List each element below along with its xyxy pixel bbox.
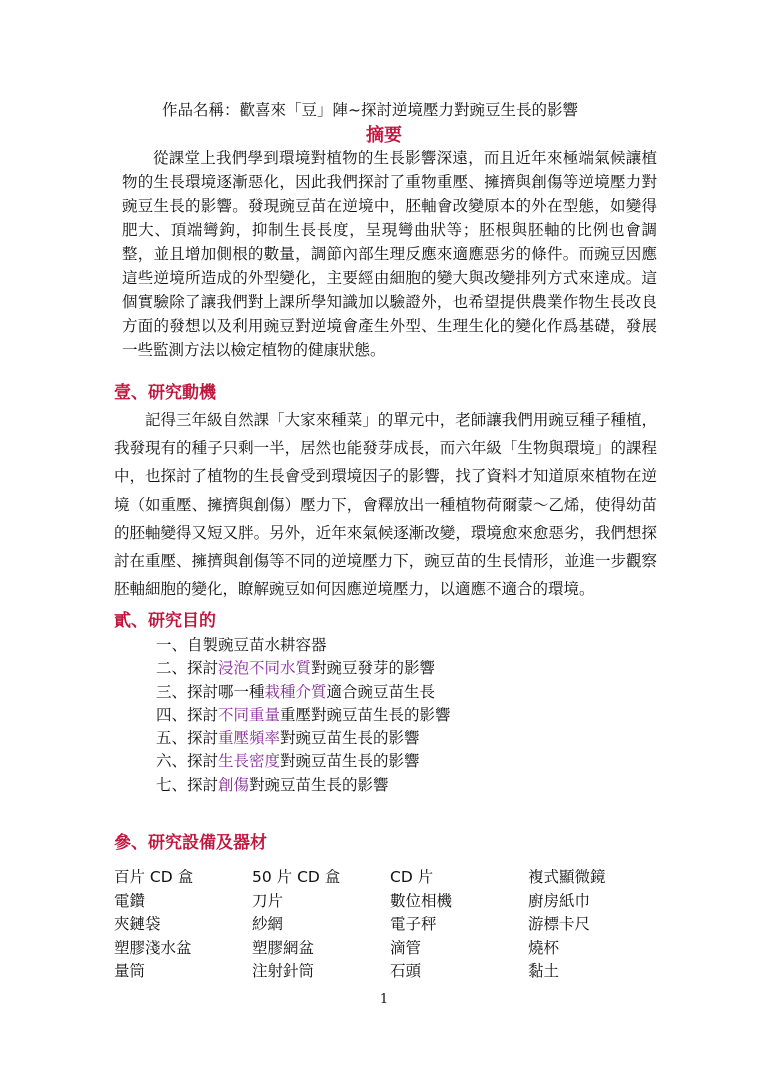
purpose-item-text: 重壓對豌豆苗生長的影響 xyxy=(280,705,451,724)
purpose-item-text: 對豌豆苗生長的影響 xyxy=(249,775,389,794)
equipment-item: 紗網 xyxy=(252,915,284,933)
equipment-item: 塑膠網盆 xyxy=(252,938,315,957)
motivation-heading: 壹、研究動機 xyxy=(114,383,216,403)
equipment-item: 黏土 xyxy=(528,962,560,980)
purpose-item-text: 對豌豆苗生長的影響 xyxy=(280,729,420,748)
purpose-item xyxy=(156,657,451,680)
purpose-item-text: 對豌豆苗生長的影響 xyxy=(280,752,420,771)
equipment-item: 游標卡尺 xyxy=(528,915,591,933)
equipment-item: 電子秤 xyxy=(390,915,437,933)
purpose-item-text: 二、探討 xyxy=(156,659,219,678)
equipment-item: CD 片 xyxy=(390,868,434,886)
page-number: 1 xyxy=(379,992,389,1007)
purpose-item-text: 七、探討 xyxy=(156,775,219,794)
equipment-item: 滴管 xyxy=(390,938,422,957)
purpose-heading: 貳、研究目的 xyxy=(114,611,216,631)
purpose-item xyxy=(156,681,451,704)
purpose-item-highlight: 重壓頻率 xyxy=(218,729,281,748)
equipment-item: 燒杯 xyxy=(528,938,560,957)
equipment-item: 複式顯微鏡 xyxy=(528,868,606,886)
abstract-body: 從課堂上我們學到環境對植物的生長影響深遠，而且近年來極端氣候讓植物的生長環境逐漸惡化，因此我們探討了重物重壓、擁擠與創傷等逆境壓力對豌豆生長的影響。發現豌豆苗在逆境中，胚軸會改變原本的外在型態，如變得肥大、頂端彎鉤，抑制生長長度，呈現彎曲狀等；胚根與胚軸的比例也會調整，並且增加側根的數量，調節內部生理反應來適應惡劣的條件。而豌豆因應這些逆境所造成的外型變化，主要經由細胞的變大與改變排列方式來達成。這個實驗除了讓我們對上課所學知識加以驗證外，也希望提供農業作物生長改良方面的發想以及利用豌豆對逆境會產生外型、生理生化的變化作爲基礎，發展一些監測方法以檢定植物的健康狀態。 xyxy=(122,149,657,359)
equipment-item: 50 片 CD 盒 xyxy=(252,868,341,886)
purpose-item xyxy=(156,634,451,657)
purpose-item-text: 四、探討 xyxy=(156,705,219,724)
purpose-item xyxy=(156,727,451,750)
equipment-item: 夾鏈袋 xyxy=(114,915,161,933)
equipment-item: 電鑽 xyxy=(114,891,146,910)
equipment-item: 廚房紙巾 xyxy=(528,891,591,910)
purpose-list xyxy=(156,634,451,797)
purpose-item-highlight: 栽種介質 xyxy=(264,682,327,701)
abstract-heading: 摘要 xyxy=(366,125,402,146)
equipment-heading: 參、研究設備及器材 xyxy=(114,833,267,853)
purpose-item-highlight: 浸泡不同水質 xyxy=(218,659,312,678)
purpose-item-highlight: 創傷 xyxy=(218,775,250,794)
purpose-item-text: 一、自製豌豆苗水耕容器 xyxy=(156,636,327,654)
purpose-item-text: 對豌豆發芽的影響 xyxy=(311,659,436,678)
purpose-item xyxy=(156,774,451,797)
purpose-item-highlight: 不同重量 xyxy=(218,705,281,724)
equipment-item: 刀片 xyxy=(252,891,284,910)
equipment-item: 石頭 xyxy=(390,962,422,980)
equipment-item: 量筒 xyxy=(114,962,146,980)
equipment-item: 數位相機 xyxy=(390,891,453,910)
purpose-item-highlight: 生長密度 xyxy=(218,752,281,771)
purpose-item-text: 三、探討哪一種 xyxy=(156,682,265,701)
equipment-item: 塑膠淺水盆 xyxy=(114,938,192,957)
purpose-item-text: 五、探討 xyxy=(156,729,219,748)
equipment-item: 百片 CD 盒 xyxy=(114,868,194,886)
motivation-body: 記得三年級自然課「大家來種菜」的單元中，老師讓我們用豌豆種子種植，我發現有的種子只剩一半，居然也能發芽成長，而六年級「生物與環境」的課程中，也探討了植物的生長會受到環境因子的影響，找了資料才知道原來植物在逆境（如重壓、擁擠與創傷）壓力下，會釋放出一種植物荷爾蒙～乙烯，使得幼苗的胚軸變得又短又胖。另外，近年來氣候逐漸改變，環境愈來愈惡劣，我們想探討在重壓、擁擠與創傷等不同的逆境壓力下，豌豆苗的生長情形，並進一步觀察胚軸細胞的變化，瞭解豌豆如何因應逆境壓力，以適應不適合的環境。 xyxy=(114,411,657,599)
purpose-item xyxy=(156,750,451,773)
purpose-item xyxy=(156,704,451,727)
equipment-grid xyxy=(114,866,666,984)
equipment-item: 注射針筒 xyxy=(252,962,315,980)
work-title: 作品名稱：歡喜來「豆」陣~探討逆境壓力對豌豆生長的影響 xyxy=(162,101,578,119)
purpose-item-text: 適合豌豆苗生長 xyxy=(326,682,436,701)
purpose-item-text: 六、探討 xyxy=(156,752,219,771)
